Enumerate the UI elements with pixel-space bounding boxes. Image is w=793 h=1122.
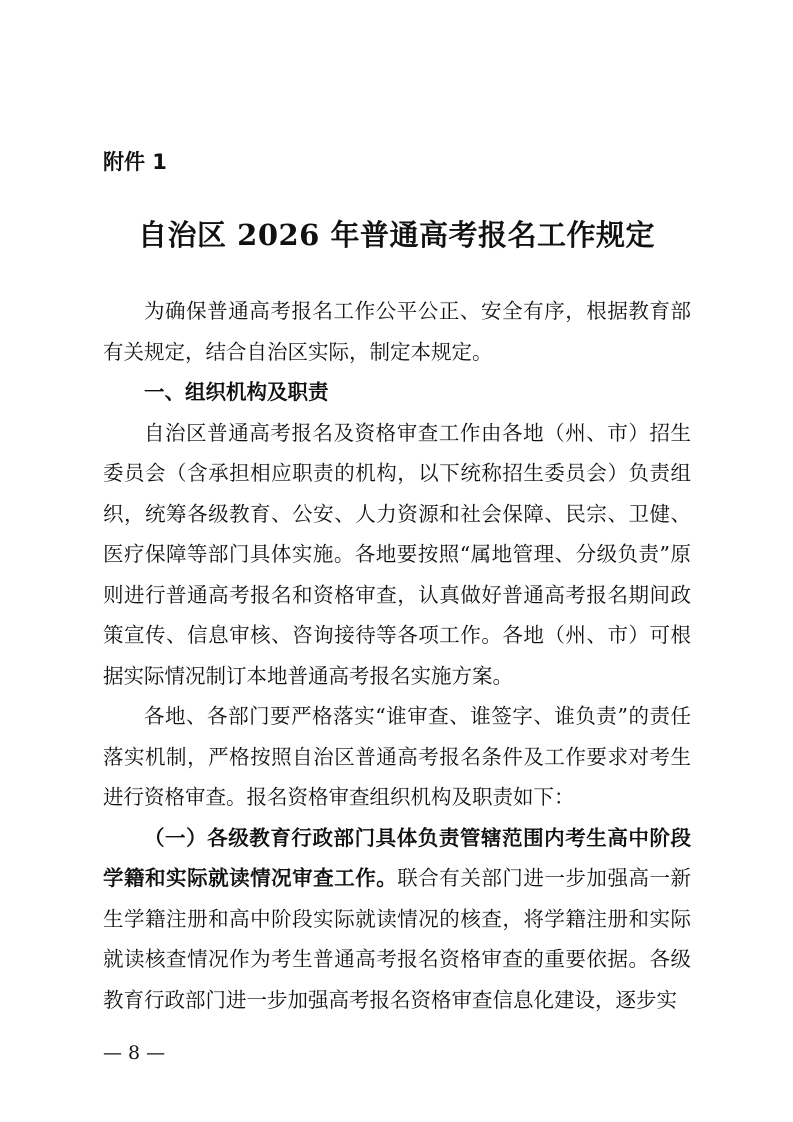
paragraph-lead-bold: （一）各级教育行政部门具体负责管辖范围内考生高中阶段学籍和实际就读情况审查工作。	[103, 825, 691, 890]
paragraph-organization: 自治区普通高考报名及资格审查工作由各地（州、市）招生委员会（含承担相应职责的机构，以下统称招生委员会）负责组织，统筹各级教育、公安、人力资源和社会保障、民宗、卫健、医疗保障等部门具体实施。各地要按照“属地管理、分级负责”原则进行普通高考报名和资格审查，认真做好普通高考报名期间政策宣传、信息审核、咨询接待等各项工作。各地（州、市）可根据实际情况制订本地普通高考报名实施方案。	[103, 420, 691, 688]
section-heading-organization: 一、组织机构及职责	[144, 380, 329, 404]
attachment-label: 附件 1	[103, 150, 167, 174]
document-title: 自治区 2026 年普通高考报名工作规定	[138, 218, 655, 252]
page-number: — 8 —	[103, 1042, 166, 1064]
paragraph-intro: 为确保普通高考报名工作公平公正、安全有序，根据教育部有关规定，结合自治区实际，制定本规定。	[103, 299, 691, 364]
paragraph-responsibility: 各地、各部门要严格落实“谁审查、谁签字、谁负责”的责任落实机制，严格按照自治区普通高考报名条件及工作要求对考生进行资格审查。报名资格审查组织机构及职责如下：	[103, 704, 691, 809]
document-body	[103, 291, 691, 1020]
paragraph-continuation: 联合有关部门进一步加强高一新生学籍注册和高中阶段实际就读情况的核查，将学籍注册和实际就读核查情况作为考生普通高考报名资格审查的重要依据。各级教育行政部门进一步加强高考报名资格审查信息化建设，逐步实	[103, 866, 692, 1012]
paragraph-education-departments	[103, 818, 691, 1021]
